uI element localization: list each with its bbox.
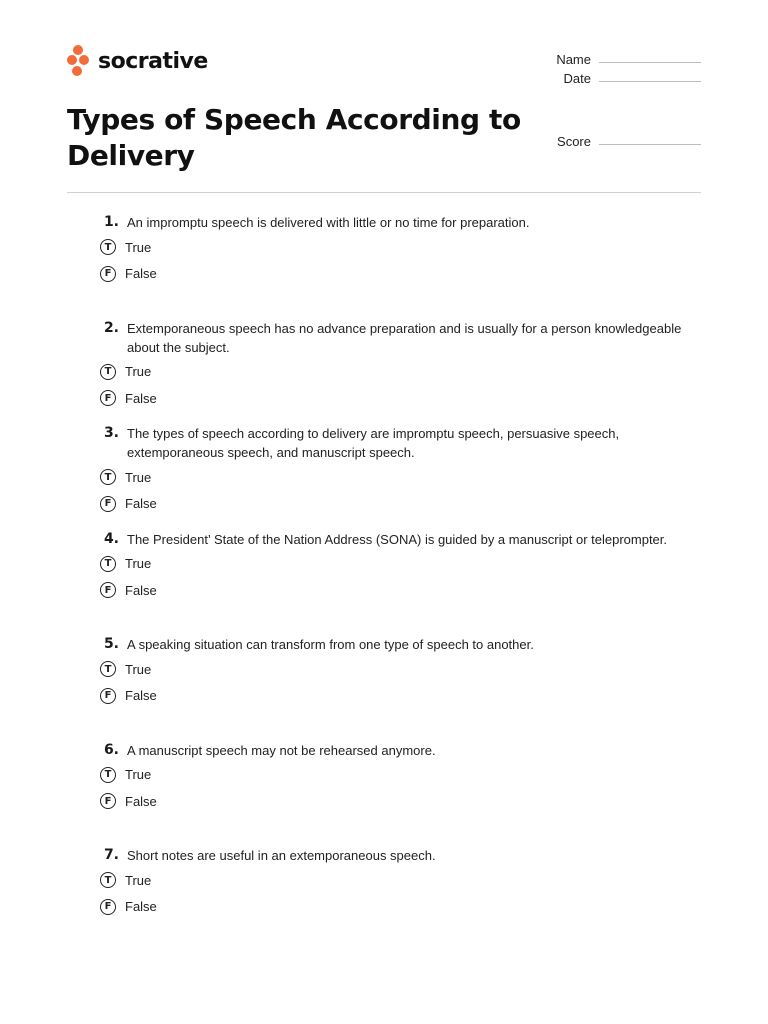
question-item — [100, 846, 700, 952]
false-bubble-icon[interactable]: F — [100, 582, 116, 598]
option-false[interactable] — [100, 577, 700, 604]
option-label: True — [125, 239, 152, 255]
option-false[interactable] — [100, 385, 700, 412]
header-divider — [67, 192, 701, 193]
name-field[interactable] — [501, 48, 701, 67]
option-label: False — [125, 899, 157, 915]
option-label: True — [125, 364, 152, 380]
true-bubble-icon[interactable]: T — [100, 469, 116, 485]
true-bubble-icon[interactable]: T — [100, 872, 116, 888]
question-item — [100, 530, 700, 636]
question-number: 4. — [103, 530, 119, 547]
true-bubble-icon[interactable]: T — [100, 364, 116, 380]
option-true[interactable] — [100, 867, 700, 894]
worksheet-title: Types of Speech According to Delivery — [67, 103, 521, 172]
question-text: Short notes are useful in an extemporaneous speech. — [127, 848, 436, 863]
question-number: 5. — [103, 636, 119, 652]
option-label: True — [125, 556, 152, 572]
question-item — [100, 635, 700, 741]
date-line[interactable] — [599, 80, 701, 82]
option-false[interactable] — [100, 788, 700, 815]
option-true[interactable] — [100, 762, 700, 789]
option-label: True — [125, 872, 152, 888]
question-text: The President’ State of the Nation Address (SONA) is guided by a manuscript or teleprompter. — [127, 531, 668, 547]
question-text: A manuscript speech may not be rehearsed anymore. — [127, 742, 436, 758]
question-number: 3. — [103, 425, 119, 441]
question-item — [100, 424, 700, 530]
true-bubble-icon[interactable]: T — [100, 556, 116, 572]
option-true[interactable] — [100, 359, 700, 386]
name-label: Name — [556, 52, 591, 67]
question-item — [100, 741, 700, 847]
score-line[interactable] — [599, 143, 701, 145]
name-line[interactable] — [599, 61, 701, 63]
question-item — [100, 319, 700, 425]
false-bubble-icon[interactable]: F — [100, 496, 116, 512]
question-list — [100, 213, 700, 952]
option-true[interactable] — [100, 551, 700, 578]
option-true[interactable] — [100, 656, 700, 683]
option-false[interactable] — [100, 683, 700, 710]
question-text: A speaking situation can transform from one type of speech to another. — [127, 637, 534, 652]
option-label: True — [125, 469, 152, 485]
question-text: An impromptu speech is delivered with little or no time for preparation. — [127, 215, 530, 230]
true-bubble-icon[interactable]: T — [100, 661, 116, 677]
option-label: False — [125, 266, 157, 282]
true-bubble-icon[interactable]: T — [100, 767, 116, 783]
option-label: False — [125, 390, 157, 406]
question-number: 1. — [103, 214, 119, 230]
option-label: True — [125, 767, 152, 783]
false-bubble-icon[interactable]: F — [100, 899, 116, 915]
option-label: False — [125, 793, 157, 809]
false-bubble-icon[interactable]: F — [100, 266, 116, 282]
option-label: True — [125, 661, 152, 677]
question-number: 7. — [103, 847, 119, 863]
question-text: The types of speech according to delivery are impromptu speech, persuasive speech, extemporaneous speech, and manuscript speech. — [127, 426, 620, 460]
score-label: Score — [557, 134, 591, 149]
question-item — [100, 213, 700, 319]
date-label: Date — [563, 71, 591, 86]
question-number: 2. — [103, 319, 119, 336]
false-bubble-icon[interactable]: F — [100, 793, 116, 809]
brand-name: socrative — [98, 48, 208, 74]
option-label: False — [125, 688, 157, 704]
date-field[interactable] — [501, 67, 701, 86]
socrative-logo — [67, 45, 208, 77]
student-info-fields — [501, 48, 701, 86]
option-false[interactable] — [100, 261, 700, 288]
false-bubble-icon[interactable]: F — [100, 688, 116, 704]
question-text: Extemporaneous speech has no advance preparation and is usually for a person knowledgeable about the subject. — [127, 320, 682, 355]
false-bubble-icon[interactable]: F — [100, 390, 116, 406]
option-true[interactable] — [100, 234, 700, 261]
question-number: 6. — [103, 741, 119, 758]
socrative-logo-icon — [67, 45, 93, 77]
option-label: False — [125, 582, 157, 598]
option-true[interactable] — [100, 464, 700, 491]
option-false[interactable] — [100, 894, 700, 921]
option-label: False — [125, 496, 157, 512]
option-false[interactable] — [100, 491, 700, 518]
true-bubble-icon[interactable]: T — [100, 239, 116, 255]
